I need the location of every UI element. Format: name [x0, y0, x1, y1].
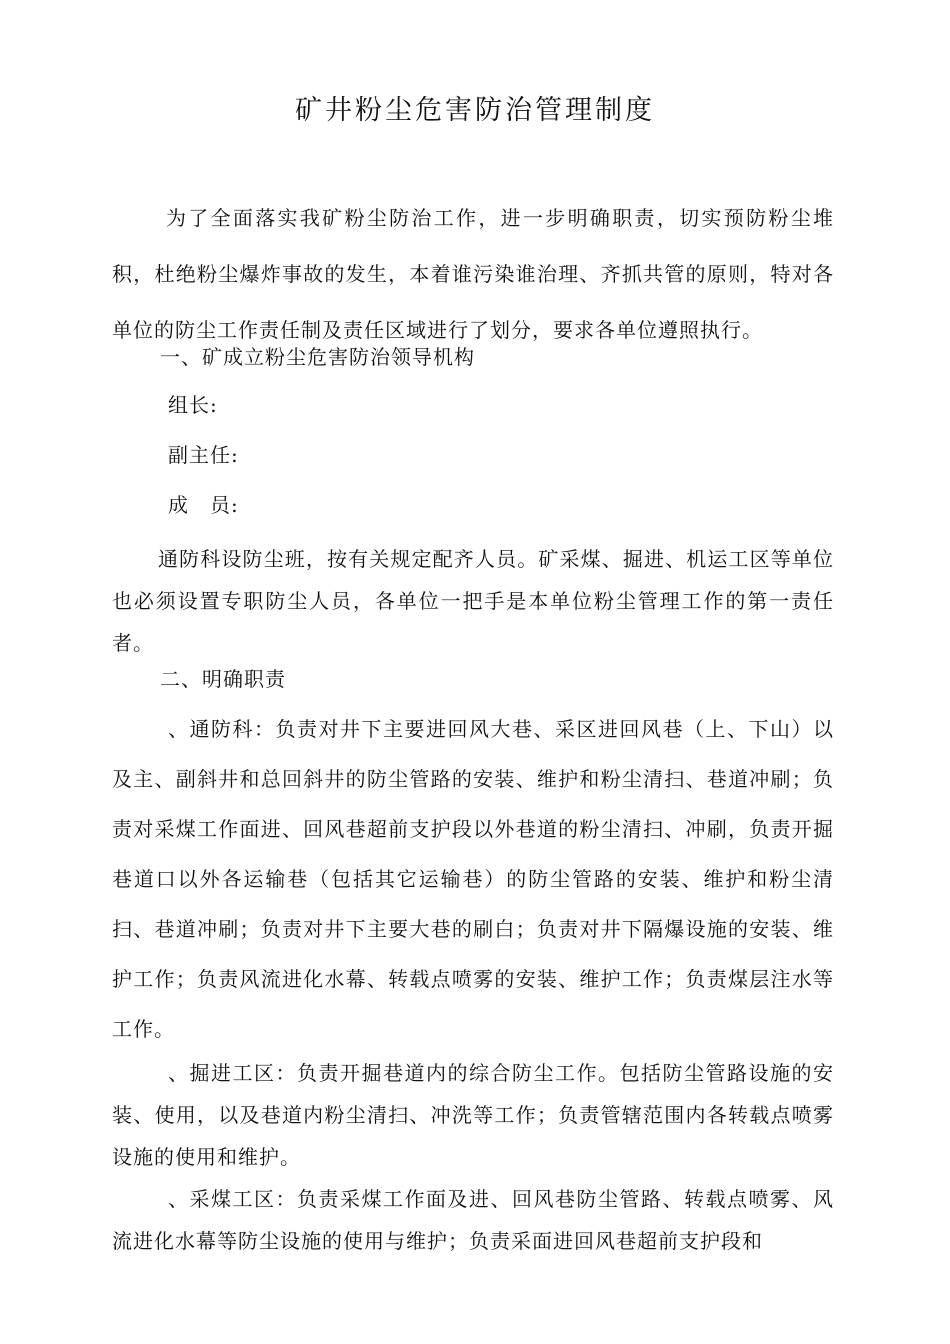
document-title: 矿井粉尘危害防治管理制度: [295, 95, 655, 126]
section-2-heading: 二、明确职责: [160, 667, 286, 691]
intro-paragraph: 为了全面落实我矿粉尘防治工作，进一步明确职责，切实预防粉尘堆积，杜绝粉尘爆炸事故的发生，本着谁污染谁治理、齐抓共管的原则，特对各单位的防尘工作责任制及责任区域进行了划分，要求各单位遵照执行。: [112, 206, 834, 342]
duty-ventilation-department: 、通防科：负责对井下主要进回风大巷、采区进回风巷（上、下山）以及主、副斜井和总回斜井的防尘管路的安装、维护和粉尘清扫、巷道冲刷；负责对采煤工作面进、回风巷超前支护段以外巷道的粉尘清扫、冲刷，负责开掘巷道口以外各运输巷（包括其它运输巷）的防尘管路的安装、维护和粉尘清扫、巷道冲刷；负责对井下主要大巷的刷白；负责对井下隔爆设施的安装、维护工作；负责风流进化水幕、转载点喷雾的安装、维护工作；负责煤层注水等工作。: [112, 717, 834, 1041]
dust-team-paragraph: 通防科设防尘班，按有关规定配齐人员。矿采煤、掘进、机运工区等单位也必须设置专职防尘人员，各单位一把手是本单位粉尘管理工作的第一责任者。: [112, 547, 834, 655]
duty-tunneling-area: 、掘进工区：负责开掘巷道内的综合防尘工作。包括防尘管路设施的安装、使用，以及巷道内粉尘清扫、冲洗等工作；负责管辖范围内各转载点喷雾设施的使用和维护。: [112, 1061, 834, 1169]
group-leader-line: 组长:: [168, 393, 218, 417]
deputy-director-line: 副主任:: [168, 443, 239, 467]
section-1-heading: 一、矿成立粉尘危害防治领导机构: [160, 345, 475, 369]
members-line: 成 员:: [168, 493, 239, 517]
duty-coal-mining-area: 、采煤工区：负责采煤工作面及进、回风巷防尘管路、转载点喷雾、风流进化水幕等防尘设施的使用与维护；负责采面进回风巷超前支护段和: [112, 1187, 834, 1253]
